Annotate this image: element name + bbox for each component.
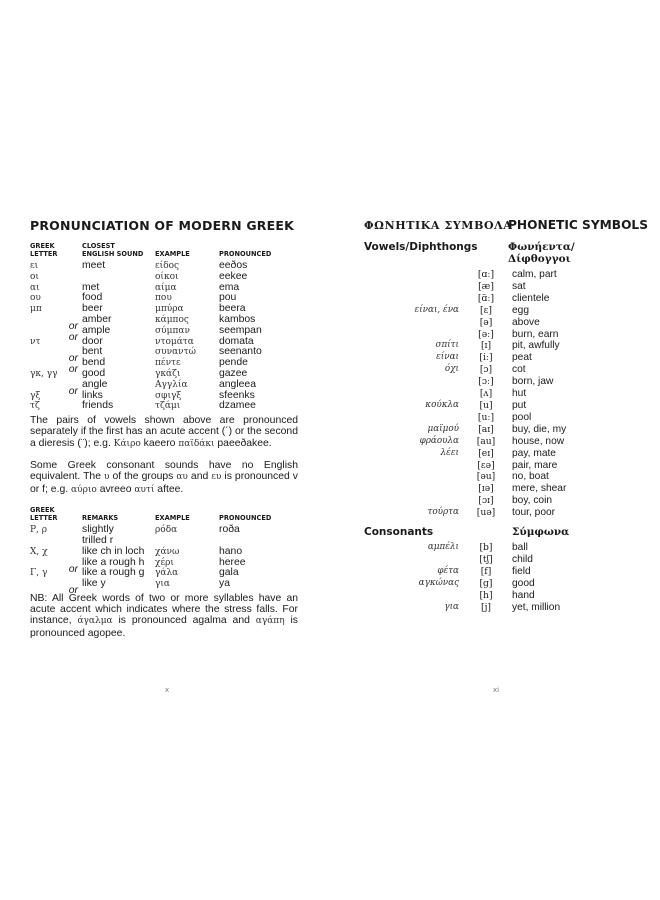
- english-sound-cell: [82, 401, 155, 412]
- greek-example: [155, 536, 219, 547]
- greek-example: κούκλα: [425, 399, 459, 410]
- greek-word: ευ: [211, 472, 222, 483]
- text-segment: avreeo: [96, 483, 135, 495]
- greek-example: γκάζι: [155, 368, 181, 379]
- greek-letter: Ρ, ρ: [30, 525, 48, 536]
- phonetic-symbol: [iː]: [479, 352, 493, 364]
- consonant-table-body: [30, 524, 298, 597]
- header-example: EXAMPLE: [155, 514, 190, 523]
- greek-example: [364, 388, 459, 400]
- text-segment: is pronounced agalma and: [112, 615, 256, 627]
- consonants-heading: [364, 526, 634, 538]
- english-example: pit, awfully: [512, 340, 560, 352]
- text-segment: NB: All Greek words of two or more syllables have an acute accent which indicates where the stress falls. For instance,: [30, 592, 298, 627]
- text-segment: is pronounced v or f; e.g.: [30, 471, 298, 495]
- english-example: cot: [512, 364, 526, 376]
- phonetic-symbol: [h]: [479, 589, 493, 601]
- paragraph-vowel-pairs: [30, 415, 298, 450]
- greek-example: ρόδα: [155, 525, 178, 536]
- header-pronounced: PRONOUNCED: [219, 250, 272, 258]
- consonants-heading-greek: Σύμφωνα: [512, 526, 570, 539]
- paragraph-consonant-sounds: [30, 460, 298, 496]
- greek-example: αμπέλι: [427, 542, 459, 553]
- page-title: [364, 218, 648, 232]
- header-greek-letter: GREEK LETTER: [30, 242, 58, 258]
- greek-example: [364, 460, 459, 472]
- pronunciation: kambos: [219, 313, 256, 325]
- phonetic-symbol: [tʃ]: [479, 553, 493, 565]
- english-sound: bent: [82, 346, 103, 358]
- or-text: or: [68, 331, 78, 343]
- greek-example: χάνω: [155, 546, 180, 557]
- greek-letter: μπ: [30, 304, 42, 315]
- text-segment: aftee.: [154, 483, 184, 495]
- phonetic-symbol: [ɑ̃ː]: [477, 292, 495, 304]
- phonetic-symbol: [j]: [480, 601, 492, 613]
- greek-example: όχι: [444, 364, 459, 375]
- english-example: buy, die, my: [512, 423, 567, 435]
- table-row: [30, 283, 298, 294]
- greek-example: [364, 471, 459, 483]
- english-example: egg: [512, 304, 529, 316]
- greek-example: Αγγλία: [155, 379, 188, 390]
- phonetic-symbol: [ɔː]: [478, 376, 494, 388]
- english-example: calm, part: [512, 269, 557, 280]
- phonetic-symbol: [aɪ]: [478, 423, 494, 435]
- consonant-table-header: [30, 506, 298, 522]
- symbol-row: [364, 388, 634, 400]
- symbol-row: [364, 554, 634, 566]
- title-greek: ΦΩΝΗΤΙΚΑ ΣΥΜΒΟΛΑ: [364, 219, 513, 232]
- english-example: good: [512, 577, 535, 589]
- consonants-heading-english: Consonants: [364, 526, 434, 539]
- table-row: [30, 578, 298, 597]
- text-segment: The pairs of vowels shown above are pronounced separately if the first has an acute accent (´) or the second a dieresis (¨); e.g.: [30, 415, 298, 449]
- english-example: yet, million: [512, 601, 561, 613]
- english-sound: meet: [82, 260, 106, 271]
- page-number-right: xi: [493, 686, 500, 694]
- english-sound: door: [82, 335, 103, 347]
- english-example: boy, coin: [512, 495, 553, 507]
- english-example: child: [512, 553, 533, 565]
- symbol-row: [364, 352, 634, 364]
- phonetic-symbol: [ɑː]: [477, 269, 495, 280]
- pronunciation: domata: [219, 335, 254, 347]
- table-row: [30, 272, 298, 283]
- greek-letter: τζ: [30, 401, 40, 412]
- english-sound: beer: [82, 303, 103, 315]
- phonetic-symbol: [əː]: [478, 328, 494, 340]
- greek-example: τούρτα: [427, 507, 459, 518]
- pronunciation: hano: [219, 545, 243, 557]
- greek-letter: γκ, γγ: [30, 368, 58, 379]
- english-sound: food: [82, 292, 103, 304]
- phonetic-symbol: [g]: [479, 577, 493, 589]
- pronunciation: pou: [219, 292, 237, 304]
- english-sound: friends: [82, 400, 114, 412]
- greek-example: αίμα: [155, 282, 177, 293]
- table-row: [30, 304, 298, 315]
- vowels-heading-greek: Φωνήεντα/Δίφθογγοι: [508, 241, 575, 265]
- greek-example: [364, 281, 459, 293]
- greek-word: Κάιρο: [113, 438, 141, 449]
- header-english-sound: CLOSEST ENGLISH SOUND: [82, 242, 144, 258]
- english-example: pool: [512, 411, 532, 423]
- remark: trilled r: [82, 534, 114, 546]
- english-sound: links: [82, 389, 103, 401]
- greek-letter: οι: [30, 271, 39, 282]
- greek-letter: [30, 536, 82, 547]
- pronunciation: ya: [219, 578, 230, 590]
- greek-letter: ει: [30, 261, 39, 271]
- english-example: tour, poor: [512, 507, 556, 519]
- greek-example: σφιγξ: [155, 390, 182, 401]
- greek-example: είδος: [155, 261, 180, 271]
- phonetic-symbol: [eɪ]: [478, 447, 494, 459]
- consonant-symbol-list: [364, 542, 634, 613]
- greek-example: που: [155, 293, 172, 304]
- text-segment: Some Greek consonant sounds have no English equivalent. The: [30, 460, 298, 483]
- english-example: mere, shear: [512, 483, 567, 495]
- symbol-row: [364, 340, 634, 352]
- symbol-row: [364, 507, 634, 519]
- greek-word: παϊδάκι: [178, 438, 215, 449]
- english-example: above: [512, 316, 540, 328]
- phonetic-symbol: [ɔɪ]: [478, 495, 494, 507]
- table-row: [30, 261, 298, 272]
- english-example: put: [512, 399, 527, 411]
- phonetic-symbol: [f]: [480, 565, 492, 577]
- symbol-row: [364, 602, 634, 614]
- greek-example: είναι: [436, 352, 459, 363]
- symbol-row: [364, 317, 634, 329]
- pronunciation: gazee: [219, 367, 248, 379]
- greek-example: [364, 412, 459, 424]
- english-example: burn, earn: [512, 328, 559, 340]
- table-row: [30, 401, 298, 412]
- vowel-table-body: [30, 261, 298, 412]
- greek-example: [364, 376, 459, 388]
- greek-example: [364, 495, 459, 507]
- text-segment: is pronounced agopee.: [30, 615, 298, 639]
- text-segment: paeeðakee.: [214, 437, 272, 449]
- vowel-symbol-list: [364, 269, 634, 519]
- greek-example: σύμπαν: [155, 325, 190, 336]
- title-english: PHONETIC SYMBOLS: [508, 218, 648, 232]
- vowels-heading: [364, 241, 634, 265]
- greek-word: υ: [103, 472, 110, 483]
- paragraph-nb-stress: [30, 593, 298, 639]
- pronunciation: angleea: [219, 378, 256, 390]
- greek-example: ντομάτα: [155, 336, 194, 347]
- symbol-row: [364, 448, 634, 460]
- table-row: [30, 293, 298, 304]
- symbol-row: [364, 471, 634, 483]
- pronunciation: seenanto: [219, 346, 262, 358]
- english-example: pair, mare: [512, 459, 558, 471]
- english-sound: met: [82, 281, 100, 293]
- greek-letter: ου: [30, 293, 41, 304]
- greek-letter: ντ: [30, 336, 41, 347]
- header-greek-letter: GREEK LETTER: [30, 506, 58, 523]
- text-segment: of the groups: [109, 471, 177, 483]
- greek-example: [364, 590, 459, 602]
- table-row: [30, 536, 298, 547]
- symbol-row: [364, 436, 634, 448]
- english-sound: ample: [82, 324, 111, 336]
- greek-word: αυτί: [134, 484, 155, 495]
- english-sound: amber: [82, 313, 112, 325]
- pronunciation: gala: [219, 567, 239, 579]
- english-example: pay, mate: [512, 447, 556, 459]
- english-example: field: [512, 565, 531, 577]
- english-example: peat: [512, 352, 532, 364]
- remark: slightly: [82, 524, 114, 536]
- phonetic-symbol: [ə]: [479, 316, 493, 328]
- symbol-row: [364, 566, 634, 578]
- remark: like ch in loch: [82, 545, 145, 557]
- greek-example: λέει: [440, 447, 459, 458]
- english-sound: bend: [82, 357, 106, 369]
- phonetic-symbol: [ɪ]: [480, 340, 492, 352]
- greek-example: χέρι: [155, 557, 174, 568]
- symbol-row: [364, 495, 634, 507]
- pronunciation: pende: [219, 357, 248, 369]
- phonetic-symbol: [au]: [476, 435, 496, 447]
- symbol-row: [364, 364, 634, 376]
- symbol-row: [364, 269, 634, 281]
- pronunciation: eeðos: [219, 260, 248, 271]
- pronunciation: eekee: [219, 270, 248, 282]
- phonetic-symbol: [ɛə]: [477, 459, 495, 471]
- english-example: born, jaw: [512, 376, 554, 388]
- pronunciation: heree: [219, 556, 246, 568]
- header-remarks: REMARKS: [82, 514, 119, 523]
- greek-letter: αι: [30, 282, 40, 293]
- greek-example: αγκώνας: [418, 577, 459, 588]
- or-text: or: [68, 385, 78, 397]
- greek-example: για: [155, 579, 170, 590]
- english-example: house, now: [512, 435, 565, 447]
- or-text: or: [68, 364, 78, 376]
- symbol-row: [364, 483, 634, 495]
- greek-example: [364, 329, 459, 341]
- table-row: [30, 547, 298, 558]
- pronunciation: sfeenks: [219, 389, 255, 401]
- phonetic-symbol: [ɛ]: [480, 304, 492, 316]
- symbol-row: [364, 293, 634, 305]
- greek-example: [364, 269, 459, 281]
- phonetic-symbol: [b]: [479, 542, 493, 554]
- remark: like y: [82, 578, 106, 590]
- greek-word: αγάπη: [255, 616, 285, 627]
- phonetic-symbol: [ɔ]: [479, 364, 493, 376]
- symbol-row: [364, 376, 634, 388]
- phonetic-symbol: [ɪə]: [478, 483, 494, 495]
- or-text: or: [68, 353, 78, 365]
- remark: like a rough h: [82, 556, 145, 568]
- english-example: hand: [512, 589, 535, 601]
- english-example: no, boat: [512, 471, 549, 483]
- symbol-row: [364, 542, 634, 554]
- or-text: or: [68, 585, 78, 597]
- greek-example: [364, 483, 459, 495]
- greek-letter: γξ: [30, 390, 41, 401]
- pronunciation: ema: [219, 281, 240, 293]
- header-example: EXAMPLE: [155, 250, 190, 258]
- vowel-table-header: [30, 242, 298, 258]
- pronunciation: beera: [219, 303, 246, 315]
- remark: like a rough g: [82, 567, 145, 579]
- greek-example: μπύρα: [155, 304, 184, 315]
- symbol-row: [364, 578, 634, 590]
- english-example: sat: [512, 280, 526, 292]
- right-page: [364, 218, 648, 613]
- greek-word: αύριο: [71, 484, 97, 495]
- symbol-row: [364, 590, 634, 602]
- pronunciation: roða: [219, 524, 240, 536]
- greek-example: κάμπος: [155, 314, 189, 325]
- symbol-row: [364, 400, 634, 412]
- greek-example: [364, 293, 459, 305]
- or-text: or: [68, 563, 78, 575]
- symbol-row: [364, 329, 634, 341]
- phonetic-symbol: [uː]: [477, 411, 495, 423]
- symbol-row: [364, 424, 634, 436]
- greek-letter: Γ, γ: [30, 568, 48, 579]
- english-sound: good: [82, 367, 106, 379]
- phonetic-symbol: [ʌ]: [479, 388, 493, 400]
- phonetic-symbol: [æ]: [478, 280, 494, 292]
- pronunciation: seempan: [219, 324, 262, 336]
- greek-example: σπίτι: [435, 340, 459, 351]
- greek-example: τζάμι: [155, 401, 181, 412]
- symbol-row: [364, 281, 634, 293]
- pronunciation: dzamee: [219, 400, 256, 412]
- greek-example: είναι, ένα: [414, 304, 459, 315]
- vowels-heading-english: Vowels/Diphthongs: [364, 241, 478, 253]
- english-example: ball: [512, 542, 528, 554]
- page-title: PRONUNCIATION OF MODERN GREEK: [29, 218, 294, 233]
- phonetic-symbol: [əu]: [476, 471, 496, 483]
- greek-example: [364, 317, 459, 329]
- symbol-row: [364, 460, 634, 472]
- english-sound-cell: [82, 261, 155, 272]
- text-segment: and: [187, 471, 212, 483]
- remark-cell: [68, 578, 155, 597]
- text-segment: kaeero: [140, 437, 179, 449]
- greek-letter: Χ, χ: [30, 546, 48, 557]
- symbol-row: [364, 412, 634, 424]
- table-row: [30, 525, 298, 536]
- symbol-row: [364, 305, 634, 317]
- greek-example: φέτα: [437, 565, 459, 576]
- or-text: or: [68, 320, 78, 332]
- left-page: [30, 218, 298, 649]
- greek-example: οίκοι: [155, 271, 179, 282]
- greek-example: συναντώ: [155, 347, 196, 358]
- greek-word: αυ: [176, 472, 188, 483]
- english-example: clientele: [512, 292, 550, 304]
- phonetic-symbol: [uə]: [476, 507, 496, 519]
- phonetic-symbol: [u]: [479, 399, 493, 411]
- page-number-left: x: [165, 686, 170, 694]
- greek-example: πέντε: [155, 358, 181, 369]
- greek-example: για: [444, 601, 459, 612]
- greek-example: γάλα: [155, 568, 179, 579]
- header-pronounced: PRONOUNCED: [219, 514, 272, 523]
- greek-example: μαϊμού: [427, 423, 459, 434]
- greek-example: [364, 554, 459, 566]
- english-sound: angle: [82, 378, 108, 390]
- english-example: hut: [512, 388, 527, 400]
- greek-word: άγαλμα: [77, 616, 113, 627]
- greek-example: φράουλα: [419, 435, 459, 446]
